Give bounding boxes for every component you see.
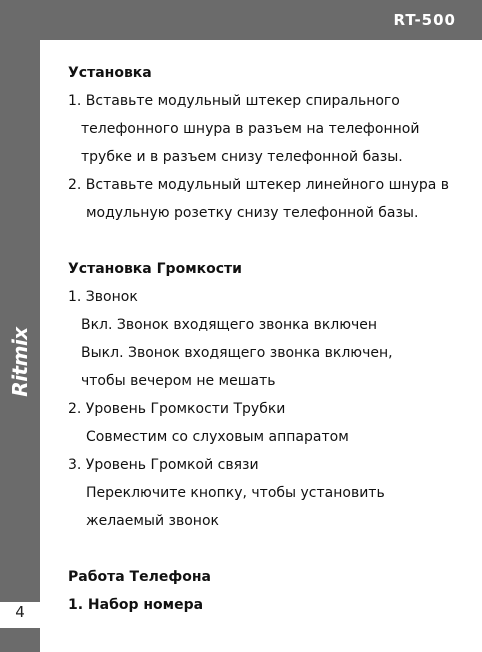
install-step-1: 1. Вставьте модульный штекер спирального <box>68 93 400 109</box>
install-heading: Установка <box>68 65 152 81</box>
install-step-1-cont: телефонного шнура в разъем на телефонной <box>81 121 420 137</box>
volume-item-1: 1. Звонок <box>68 289 138 305</box>
volume-ring-off-cont: чтобы вечером не мешать <box>81 373 276 389</box>
operation-heading: Работа Телефона <box>68 569 211 585</box>
volume-item-2: 2. Уровень Громкости Трубки <box>68 401 286 417</box>
install-step-2-cont: модульную розетку снизу телефонной базы. <box>86 205 419 221</box>
header-bar <box>0 0 482 40</box>
install-step-1-cont: трубке и в разъем снизу телефонной базы. <box>81 149 403 165</box>
operation-item-1: 1. Набор номера <box>68 597 204 613</box>
volume-ring-on: Вкл. Звонок входящего звонка включен <box>81 317 378 333</box>
model-label: RT-500 <box>393 11 456 29</box>
volume-item-3: 3. Уровень Громкой связи <box>68 457 259 473</box>
side-bar <box>0 40 40 652</box>
install-step-2: 2. Вставьте модульный штекер линейного шнура в <box>68 177 450 193</box>
brand-logo: Ritmix <box>8 327 32 397</box>
volume-item-3-desc-cont: желаемый звонок <box>86 513 219 529</box>
volume-heading: Установка Громкости <box>68 261 242 277</box>
page-number: 4 <box>15 603 25 621</box>
volume-item-3-desc: Переключите кнопку, чтобы установить <box>86 485 385 501</box>
volume-ring-off: Выкл. Звонок входящего звонка включен, <box>81 345 393 361</box>
volume-item-2-desc: Совместим со слуховым аппаратом <box>86 429 349 445</box>
